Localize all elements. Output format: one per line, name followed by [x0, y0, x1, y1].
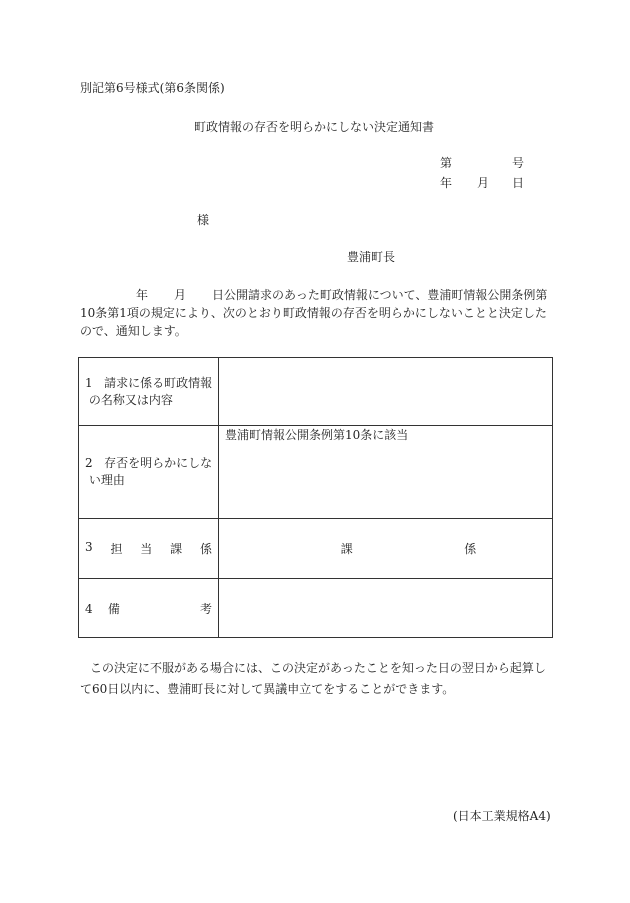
- table-value-cell: [219, 358, 553, 426]
- body-text: 日公開請求のあった町政情報について、豊浦町情報公開条例第10条第1項の規定により、次のとおり町政情報の存否を明らかにしないことと決定したので、通知します。: [80, 288, 548, 338]
- document-title: 町政情報の存否を明らかにしない決定通知書: [194, 120, 435, 134]
- row-number: 3: [85, 540, 93, 554]
- row-label-char: 当: [140, 542, 153, 556]
- addressee-suffix: 様: [197, 213, 210, 227]
- issuer-name: 豊浦町長: [347, 250, 396, 264]
- closing-paragraph: この決定に不服がある場合には、この決定があったことを知った日の翌日から起算して60日以内に、豊浦町長に対して異議申立てをすることができます。: [80, 661, 546, 696]
- section-ka: 課: [340, 542, 353, 556]
- row-number: 4: [85, 601, 93, 616]
- table-value-cell: [219, 519, 553, 579]
- table-row: [79, 426, 553, 519]
- table-value-cell: 豊浦町情報公開条例第10条に該当: [219, 426, 553, 519]
- section-kakari: 係: [464, 542, 477, 556]
- row-label-char: 備: [107, 601, 120, 616]
- date-month: 月: [477, 176, 490, 190]
- body-paragraph: [80, 286, 555, 340]
- table-label-cell: [79, 579, 219, 638]
- row-label-char: 係: [199, 542, 212, 556]
- table-row: [79, 358, 553, 426]
- table-row: [79, 519, 553, 579]
- table-label-cell: [79, 519, 219, 579]
- row-number: 2: [85, 456, 93, 470]
- row-label-cont: の名称又は内容: [88, 392, 173, 407]
- form-identifier: 別記第6号様式(第6条関係): [80, 81, 225, 95]
- decision-table: [78, 357, 553, 638]
- body-month: 月: [174, 288, 187, 302]
- row-label-char: 課: [170, 542, 183, 556]
- table-label-cell: [79, 358, 219, 426]
- paper-size-note: (日本工業規格A4): [453, 809, 551, 823]
- number-go: 号: [512, 156, 525, 170]
- row-label-cont: い理由: [88, 473, 125, 487]
- row-label-char: 担: [110, 542, 123, 556]
- table-label-cell: [79, 426, 219, 519]
- body-year: 年: [136, 288, 149, 302]
- table-value-cell: [219, 579, 553, 638]
- table-row: [79, 579, 553, 638]
- row-number: 1: [85, 375, 93, 390]
- date-day: 日: [512, 176, 525, 190]
- date-year: 年: [440, 176, 453, 190]
- number-dai: 第: [440, 156, 453, 170]
- row-label: 存否を明らかにしな: [104, 456, 213, 470]
- row-label-char: 考: [199, 601, 212, 616]
- row-label: 請求に係る町政情報: [104, 375, 213, 390]
